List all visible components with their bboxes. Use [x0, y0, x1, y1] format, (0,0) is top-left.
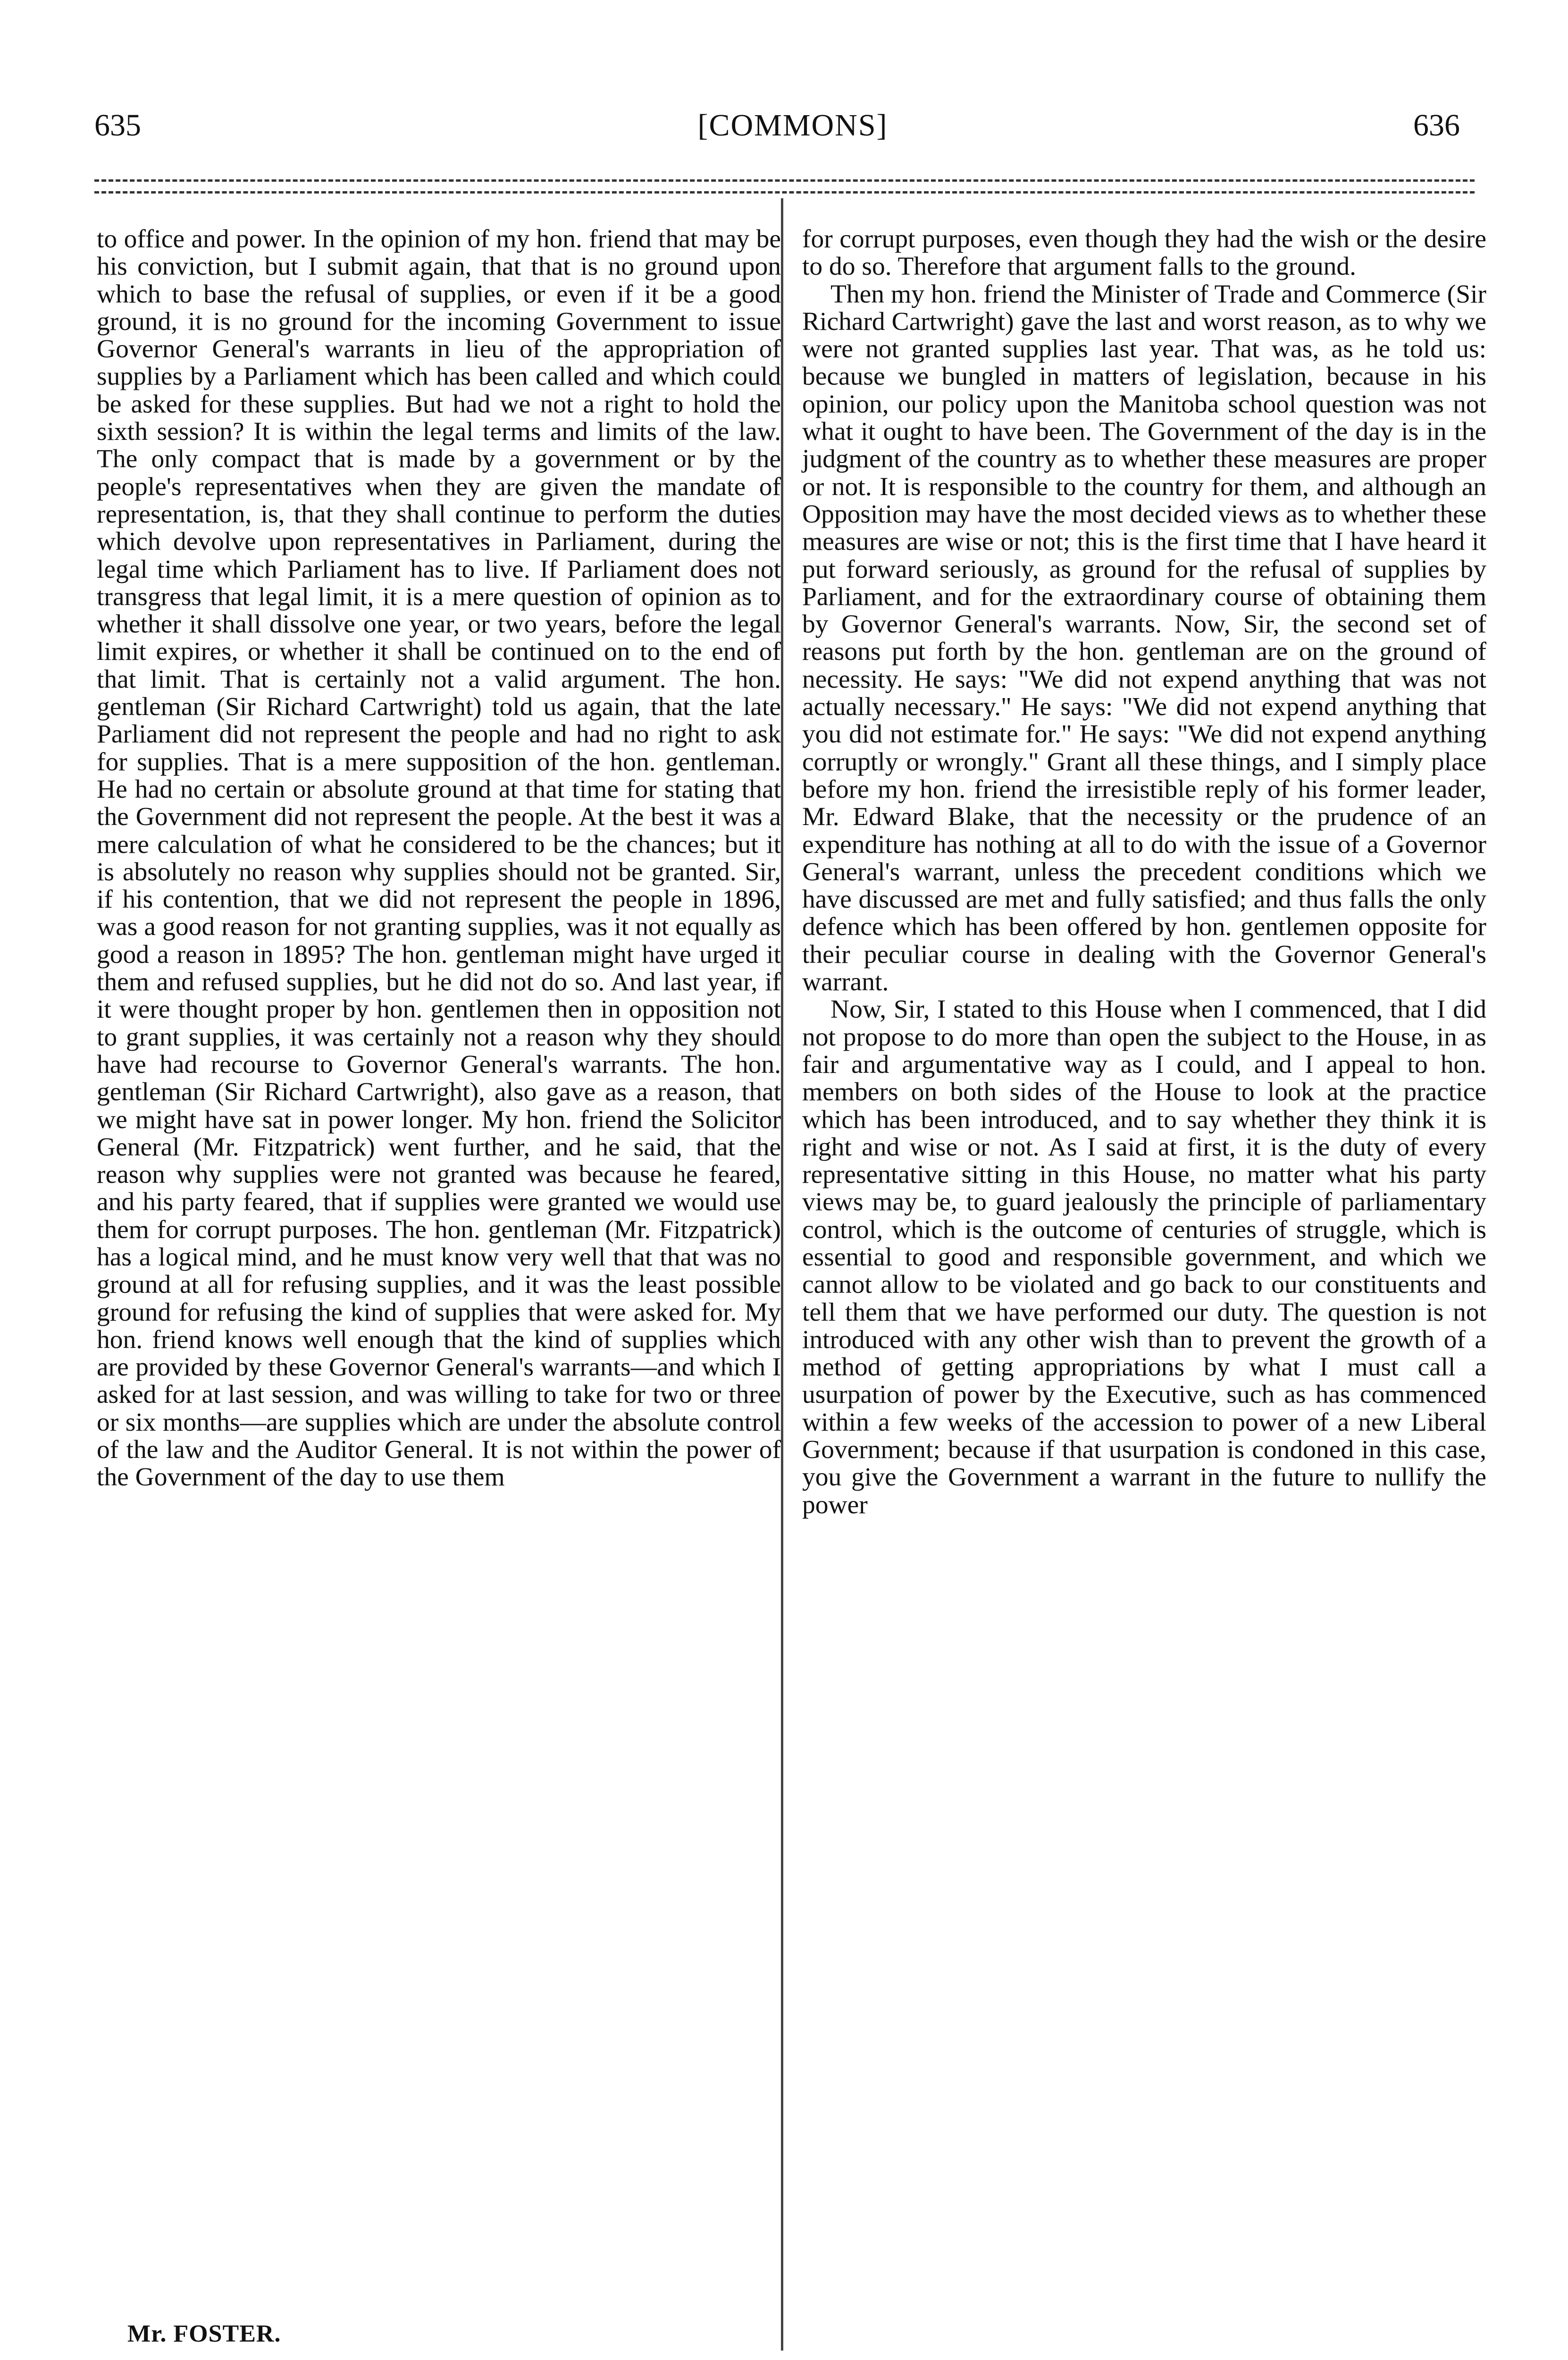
right-paragraph: Then my hon. friend the Minister of Trade and Commerce (Sir Richard Cartwright) gave the last and worst reason, as to why we were not granted supplies last year. That was, as he told us: because we bungled in matters of legislation, because in his opinion, our policy upon the Manitoba school question was not what it ought to have been. The Government of the day is in the judgment of the country as to whether these measures are proper or not. It is responsible to the country for them, and although an Opposition may have the most decided views as to whether these measures are wise or not; this is the first time that I have heard it put forward seriously, as ground for the refusal of supplies by Parliament, and for the extraordinary course of obtaining them by Governor General's warrants. Now, Sir, the second set of reasons put forth by the hon. gentleman are on the ground of necessity. He says: "We did not expend anything that was not actually necessary." He says: "We did not expend anything that you did not estimate for." He says: "We did not expend anything corruptly or wrongly." Grant all these things, and I simply place before my hon. friend the irresistible reply of his former leader, Mr. Edward Blake, that the necessity or the prudence of an expenditure has nothing at all to do with the issue of a Governor General's warrant, unless the precedent conditions which we have discussed are met and fully satisfied; and thus falls the only defence which has been offered by hon. gentlemen opposite for their peculiar course in dealing with the Governor General's warrant.	[802, 279, 1486, 997]
right-page-number: 636	[1413, 108, 1460, 143]
right-paragraph: Now, Sir, I stated to this House when I commenced, that I did not propose to do more than open the subject to the House, in as fair and argumentative way as I could, and I appeal to hon. members on both sides of the House to look at the practice which has been introduced, and to say whether they think it is right and wise or not. As I said at first, it is the duty of every representative sitting in this House, no matter what his party views may be, to guard jealously the principle of parliamentary control, which is the outcome of centuries of struggle, which is essential to good and responsible government, and which we cannot allow to be violated and go back to our constituents and tell them that we have performed our duty. The question is not introduced with any other wish than to prevent the growth of a method of getting appropriations by what I must call a usurpation of power by the Executive, such as has commenced within a few weeks of the accession to power of a new Liberal Government; because if that usurpation is condoned in this case, you give the Government a warrant in the future to nullify the power	[802, 995, 1486, 1519]
left-column	[97, 226, 781, 1492]
page-header	[0, 0, 1568, 175]
column-divider	[781, 198, 783, 2351]
right-paragraph: for corrupt purposes, even though they had the wish or the desire to do so. Therefore that argument falls to the ground.	[802, 225, 1486, 281]
left-paragraph: to office and power. In the opinion of my hon. friend that may be his conviction, but I submit again, that that is no ground upon which to base the refusal of supplies, or even if it be a good ground, it is no ground for the incoming Government to issue Governor General's warrants in lieu of the appropriation of supplies by a Parliament which has been called and which could be asked for these supplies. But had we not a right to hold the sixth session? It is within the legal terms and limits of the law. The only compact that is made by a government or by the people's representatives when they are given the mandate of representation, is, that they shall continue to perform the duties which devolve upon representatives in Parliament, during the legal time which Parliament has to live. If Parliament does not transgress that legal limit, it is a mere question of opinion as to whether it shall dissolve one year, or two years, before the legal limit expires, or whether it shall be continued on to the end of that limit. That is certainly not a valid argument. The hon. gentleman (Sir Richard Cartwright) told us again, that the late Parliament did not represent the people and had no right to ask for supplies. That is a mere supposition of the hon. gentleman. He had no certain or absolute ground at that time for stating that the Government did not represent the people. At the best it was a mere calculation of what he considered to be the chances; but it is absolutely no reason why supplies should not be granted. Sir, if his contention, that we did not represent the people in 1896, was a good reason for not granting supplies, was it not equally as good a reason in 1895? The hon. gentleman might have urged it them and refused supplies, but he did not do so. And last year, if it were thought proper by hon. gentlemen then in opposition not to grant supplies, it was certainly not a reason why they should have had recourse to Governor General's warrants. The hon. gentleman (Sir Richard Cartwright), also gave as a reason, that we might have sat in power longer. My hon. friend the Solicitor General (Mr. Fitzpatrick) went further, and he said, that the reason why supplies were not granted was because he feared, and his party feared, that if supplies were granted we would use them for corrupt purposes. The hon. gentleman (Mr. Fitzpatrick) has a logical mind, and he must know very well that that was no ground at all for refusing supplies, and it was the least possible ground for refusing the kind of supplies that were asked for. My hon. friend knows well enough that the kind of supplies which are provided by these Governor General's warrants—and which I asked for at last session, and was willing to take for two or three or six months—are supplies which are under the absolute control of the law and the Auditor General. It is not within the power of the Government of the day to use them	[97, 225, 781, 1492]
speaker-footer: Mr. FOSTER.	[127, 2320, 281, 2347]
header-rule	[94, 179, 1475, 182]
right-column	[802, 226, 1486, 1519]
header-rule-second	[94, 191, 1475, 194]
left-page-number: 635	[94, 108, 141, 143]
running-title: [COMMONS]	[697, 108, 888, 143]
